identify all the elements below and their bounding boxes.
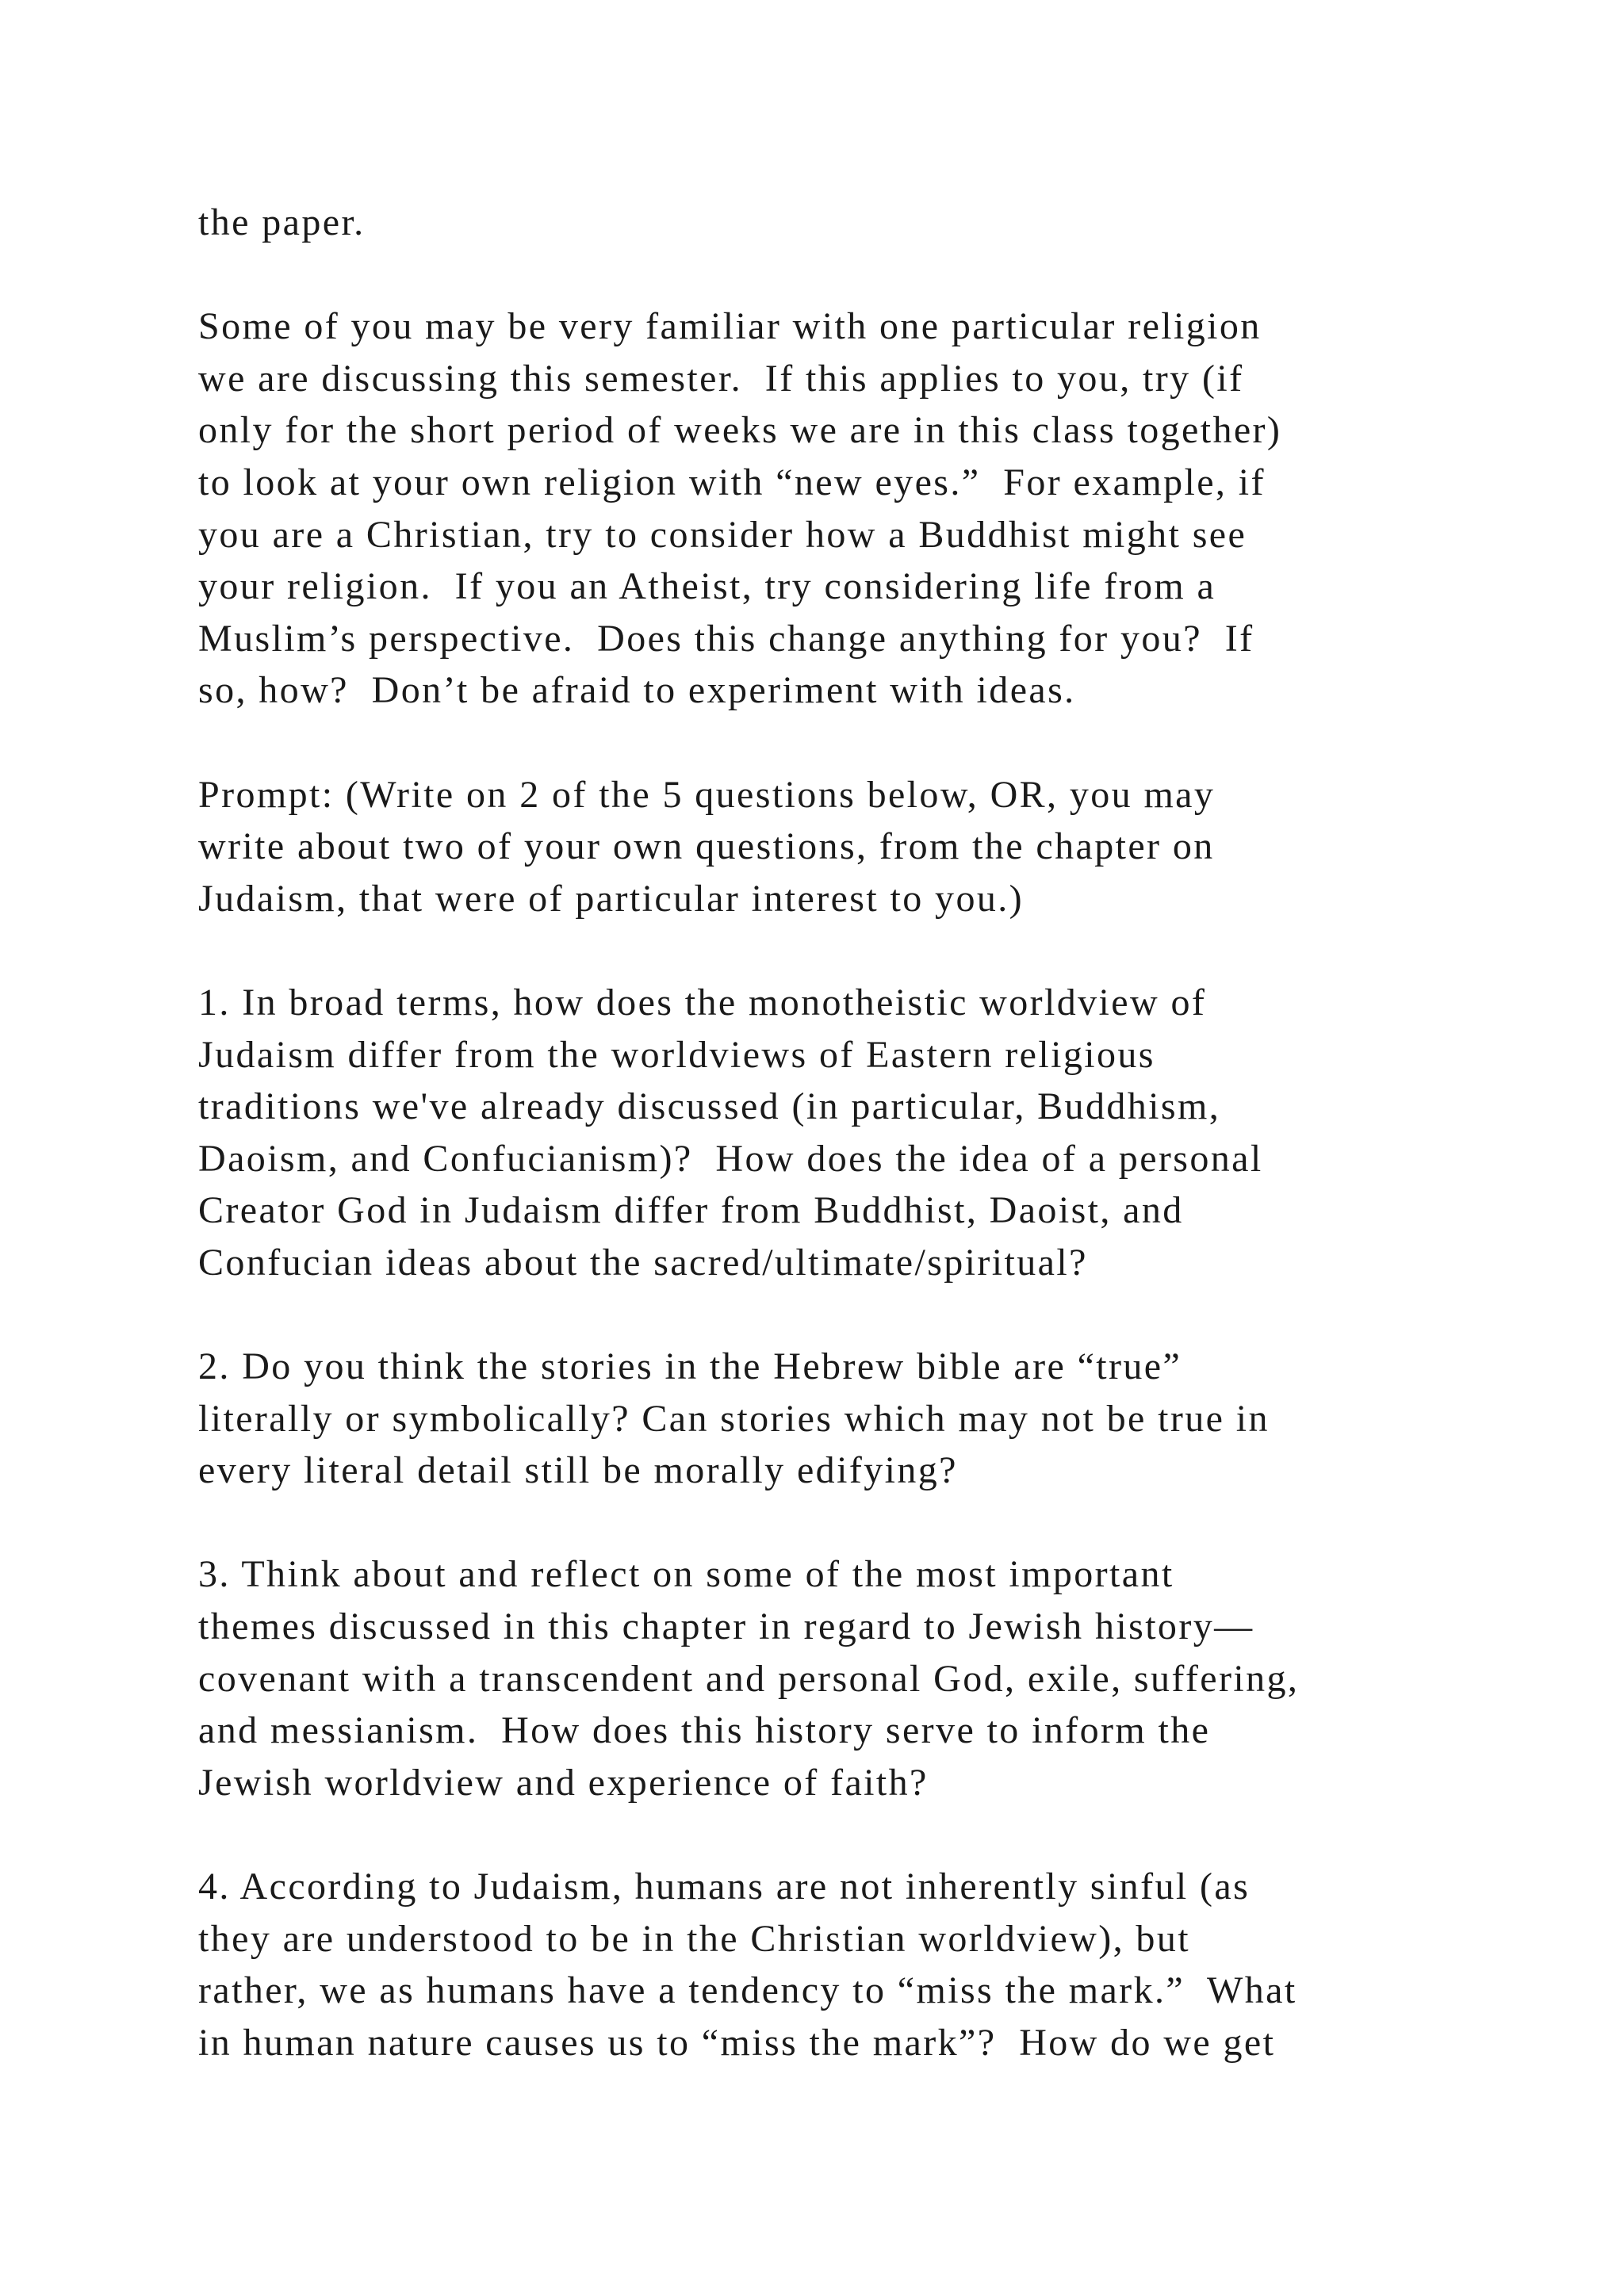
- paragraph-question-3: [198, 1548, 1546, 1808]
- text-line: 2. Do you think the stories in the Hebrew bible are “true”: [198, 1345, 1182, 1388]
- text-line: Creator God in Judaism differ from Buddhist, Daoist, and: [198, 1189, 1184, 1232]
- text-line: Judaism differ from the worldviews of Eastern religious: [198, 1033, 1155, 1076]
- paragraph-question-2: [198, 1341, 1546, 1497]
- text-line: to look at your own religion with “new eyes.” For example, if: [198, 461, 1266, 503]
- paragraph-question-1: [198, 977, 1546, 1289]
- text-line: we are discussing this semester. If this applies to you, try (if: [198, 357, 1244, 400]
- text-line: Judaism, that were of particular interest to you.): [198, 877, 1025, 920]
- text-line: every literal detail still be morally edifying?: [198, 1449, 958, 1492]
- text-line: covenant with a transcendent and personal God, exile, suffering,: [198, 1657, 1300, 1700]
- text-line: they are understood to be in the Christian worldview), but: [198, 1917, 1190, 1960]
- text-line: Confucian ideas about the sacred/ultimate/spiritual?: [198, 1241, 1088, 1284]
- text-line: Jewish worldview and experience of faith?: [198, 1761, 929, 1804]
- paragraph-question-4: [198, 1861, 1546, 2068]
- text-line: write about two of your own questions, from the chapter on: [198, 825, 1215, 868]
- text-line: and messianism. How does this history serve to inform the: [198, 1709, 1211, 1752]
- text-line: only for the short period of weeks we are in this class together): [198, 409, 1282, 452]
- document-body: [198, 197, 1546, 2068]
- text-line: so, how? Don’t be afraid to experiment with ideas.: [198, 669, 1076, 712]
- paragraph-intro: [198, 300, 1546, 717]
- text-line: 4. According to Judaism, humans are not inherently sinful (as: [198, 1866, 1251, 1908]
- text-line: Muslim’s perspective. Does this change anything for you? If: [198, 617, 1254, 660]
- text-line: your religion. If you an Atheist, try considering life from a: [198, 565, 1216, 608]
- text-line: rather, we as humans have a tendency to “miss the mark.” What: [198, 1969, 1297, 2012]
- text-line: 3. Think about and reflect on some of the most important: [198, 1553, 1174, 1596]
- text-line: you are a Christian, try to consider how a Buddhist might see: [198, 513, 1247, 556]
- text-line: in human nature causes us to “miss the mark”? How do we get: [198, 2021, 1276, 2064]
- text-line: the paper.: [198, 201, 366, 243]
- text-line: Some of you may be very familiar with one particular religion: [198, 305, 1262, 348]
- text-line: themes discussed in this chapter in regard to Jewish history—: [198, 1605, 1254, 1648]
- paragraph-continuation: [198, 197, 1546, 249]
- text-line: Daoism, and Confucianism)? How does the idea of a personal: [198, 1137, 1263, 1180]
- text-line: 1. In broad terms, how does the monotheistic worldview of: [198, 981, 1207, 1024]
- paragraph-prompt: [198, 769, 1546, 925]
- text-line: Prompt: (Write on 2 of the 5 questions below, OR, you may: [198, 773, 1216, 816]
- text-line: literally or symbolically? Can stories which may not be true in: [198, 1397, 1270, 1440]
- text-line: traditions we've already discussed (in particular, Buddhism,: [198, 1085, 1221, 1128]
